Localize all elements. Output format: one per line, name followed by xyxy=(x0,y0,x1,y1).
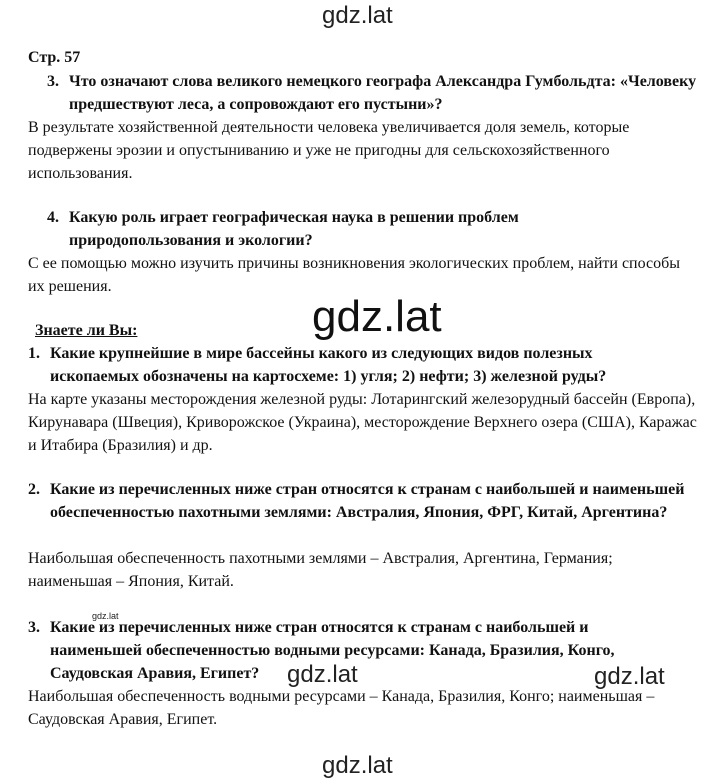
answer-text: С ее помощью можно изучить причины возникновения экологических проблем, найти способы их решения. xyxy=(28,255,680,295)
question-text: Какую роль играет географическая наука в решении проблем природопользования и экологии? xyxy=(69,209,519,249)
question-block xyxy=(28,616,700,685)
question-text: Что означают слова великого немецкого географа Александра Гумбольдта: «Человеку предшествуют леса, а сопровождают его пустыни»? xyxy=(69,73,697,113)
watermark-mid: gdz.lat xyxy=(287,661,358,688)
question-text: Какие из перечисленных ниже стран относятся к странам с наибольшей и наименьшей обеспеченностью водными ресурсами: Канада, Бразилия, Конго, Саудовская Аравия, Египет? xyxy=(50,619,615,682)
question-number: 2. xyxy=(28,481,40,498)
watermark-bottom: gdz.lat xyxy=(322,752,393,779)
question-block xyxy=(28,478,700,547)
answer-text: Наибольшая обеспеченность пахотными землями – Австралия, Аргентина, Германия; наименьшая – Япония, Китай. xyxy=(28,550,613,590)
watermark-right: gdz.lat xyxy=(594,663,665,690)
section-title: Знаете ли Вы: xyxy=(35,322,138,339)
watermark-small: gdz.lat xyxy=(92,611,119,621)
answer-text: Наибольшая обеспеченность водными ресурсами – Канада, Бразилия, Конго; наименьшая – Саудовская Аравия, Египет. xyxy=(28,688,655,728)
question-number: 3. xyxy=(28,619,40,636)
question-block xyxy=(28,70,700,116)
question-block xyxy=(28,342,700,388)
answer-text: В результате хозяйственной деятельности человека увеличивается доля земель, которые подвержены эрозии и опустыниванию и уже не пригодны для сельскохозяйственного использования. xyxy=(28,119,630,182)
question-block xyxy=(28,206,700,252)
question-text: Какие из перечисленных ниже стран относятся к странам с наибольшей и наименьшей обеспеченностью пахотными землями: Австралия, Япония, ФРГ, Китай, Аргентина? xyxy=(50,481,685,521)
question-number: 1. xyxy=(28,345,40,362)
answer-text: На карте указаны месторождения железной руды: Лотарингский железорудный бассейн (Европа), Кирунавара (Швеция), Криворожское (Украина), месторождение Верхнего озера (США), Каражас и Итабира (Бразилия) и др. xyxy=(28,391,697,454)
page-label: Стр. 57 xyxy=(28,49,81,66)
question-number: 3. xyxy=(47,73,59,90)
question-number: 4. xyxy=(47,209,59,226)
watermark-center: gdz.lat xyxy=(312,292,442,341)
question-text: Какие крупнейшие в мире бассейны какого из следующих видов полезных ископаемых обозначены на картосхеме: 1) угля; 2) нефти; 3) железной руды? xyxy=(50,345,607,385)
watermark-top: gdz.lat xyxy=(322,2,393,29)
